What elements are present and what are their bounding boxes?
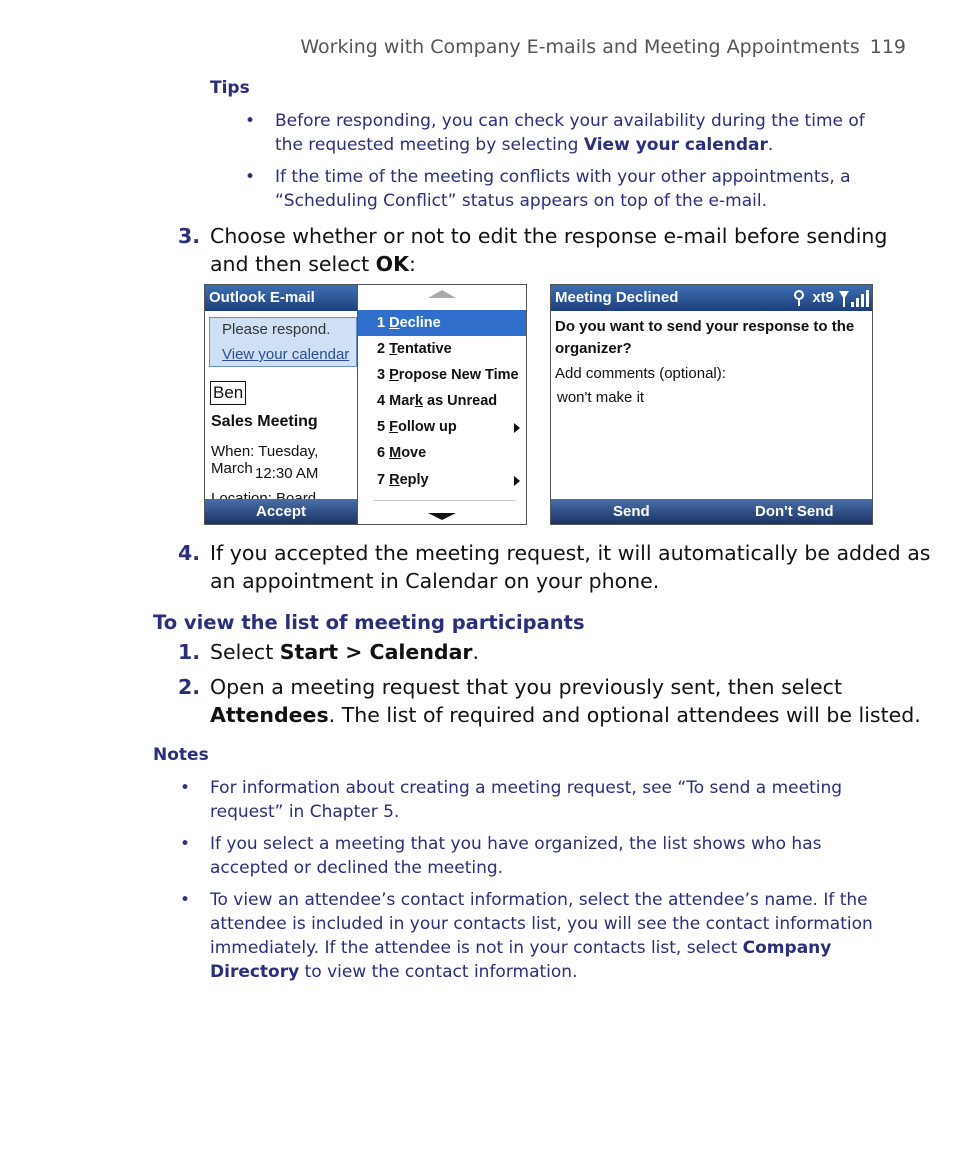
submenu-arrow-icon [514, 476, 520, 486]
note-item: • To view an attendee’s contact information, select the attendee’s name. If the attendee is included in your contacts list, you will see the contact information immediately. If the attendee is not in your contacts list, select Company Directory to view the contact information. [180, 890, 873, 982]
sender-name: Ben [210, 381, 246, 405]
meeting-time: 12:30 AM [255, 465, 319, 482]
antenna-icon [792, 290, 806, 306]
please-respond-text: Please respond. [222, 321, 331, 338]
outlook-email-screen [204, 284, 358, 525]
screen-title: Outlook E-mail [205, 285, 357, 311]
menu-item-reply[interactable]: 7 Reply [358, 467, 526, 493]
note-item: • For information about creating a meeting request, see “To send a meeting request” in Chapter 5. [180, 778, 843, 822]
bullet-icon: • [180, 778, 191, 798]
view-calendar-link[interactable]: View your calendar [222, 346, 350, 363]
chapter-title: Working with Company E-mails and Meeting Appointments [300, 36, 860, 58]
meeting-location [211, 490, 357, 499]
meeting-when: When: Tuesday, March [211, 443, 319, 477]
dont-send-softkey[interactable]: Don't Send [755, 503, 834, 520]
bullet-icon: • [245, 167, 256, 187]
menu-divider [374, 500, 516, 501]
screen-title: Meeting Declined xt9 [551, 285, 872, 311]
menu-item-mark-unread[interactable]: 4 Mark as Unread [377, 393, 498, 409]
tip-item: • Before responding, you can check your availability during the time of the requested meeting by selecting View your calendar. [245, 111, 865, 155]
menu-item-decline[interactable]: 1 Decline [358, 310, 526, 336]
scroll-down-icon[interactable] [428, 513, 456, 520]
step-3: 3. Choose whether or not to edit the response e-mail before sending and then select OK: [178, 224, 888, 276]
signal-strength-icon [839, 289, 869, 307]
page-header [300, 36, 906, 58]
bullet-icon: • [180, 890, 191, 910]
menu-item-follow-up[interactable]: 5 Follow up [358, 414, 526, 440]
tips-label: Tips [210, 78, 250, 98]
bullet-icon: • [245, 111, 256, 131]
tip-item: • If the time of the meeting conflicts with your other appointments, a “Scheduling Conflict” status appears on top of the e-mail. [245, 167, 851, 211]
response-menu [357, 284, 527, 525]
send-question: Do you want to send your response to the [555, 318, 855, 335]
bullet-icon: • [180, 834, 191, 854]
menu-item-propose-new-time[interactable]: 3 Propose New Time [377, 367, 519, 383]
accept-softkey[interactable]: Accept [205, 499, 357, 524]
notes-label: Notes [153, 745, 209, 765]
section-title: To view the list of meeting participants [153, 611, 585, 634]
send-softkey[interactable]: Send [613, 503, 650, 520]
meeting-subject: Sales Meeting [211, 413, 318, 430]
submenu-arrow-icon [514, 423, 520, 433]
menu-item-tentative[interactable]: 2 Tentative [377, 341, 452, 357]
comments-input[interactable]: won't make it [557, 389, 645, 406]
meeting-declined-screen [550, 284, 873, 525]
scroll-up-icon[interactable] [428, 290, 456, 298]
softkey-bar [551, 499, 872, 524]
note-item: • If you select a meeting that you have organized, the list shows who has accepted or declined the meeting. [180, 834, 822, 878]
view-step-1: 1. Select Start > Calendar. [178, 640, 480, 664]
view-step-2: 2. Open a meeting request that you previously sent, then select Attendees. The list of required and optional attendees will be listed. [178, 675, 921, 727]
page-number: 119 [869, 36, 906, 58]
step-4: 4. If you accepted the meeting request, it will automatically be added as an appointment in Calendar on your phone. [178, 541, 931, 593]
xt9-indicator: xt9 [812, 289, 834, 306]
menu-item-move[interactable]: 6 Move [377, 445, 427, 461]
send-question-line2: organizer? [555, 340, 632, 357]
comments-label: Add comments (optional): [555, 365, 726, 382]
